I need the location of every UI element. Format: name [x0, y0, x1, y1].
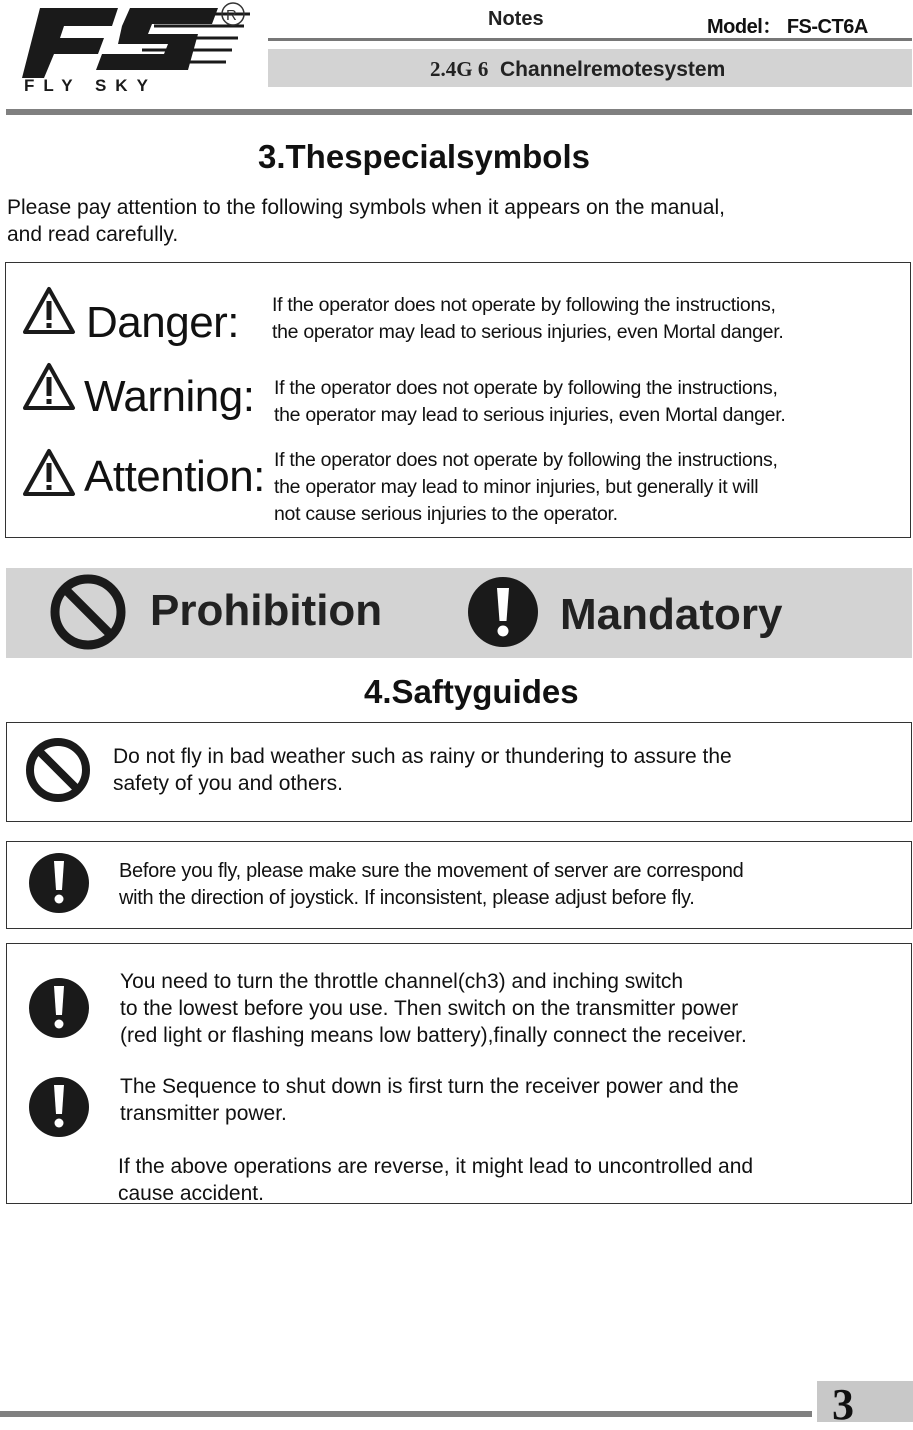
desc-line: the operator may lead to serious injuries, even Mortal danger. [274, 404, 786, 426]
guide-line: safety of you and others. [113, 772, 343, 795]
legend-mandatory: Mandatory [560, 590, 783, 639]
guide-line: (red light or flashing means low battery),finally connect the receiver. [120, 1024, 747, 1047]
warning-triangle-icon [22, 286, 76, 336]
guide-text-poweron [120, 968, 747, 1049]
section-title-safety: 4.Saftyguides [364, 673, 579, 710]
header-rule [268, 38, 912, 41]
prohibition-icon [24, 736, 92, 804]
model-label: Model [707, 16, 763, 38]
prohibition-icon [48, 572, 128, 652]
desc-line: the operator may lead to serious injuries, even Mortal danger. [272, 321, 784, 343]
flysky-logo [18, 2, 250, 94]
section-title-symbols: 3.Thespecialsymbols [258, 138, 590, 175]
model-value: FS-CT6A [786, 16, 868, 38]
symbol-label-attention: Attention: [84, 452, 265, 501]
mandatory-icon [467, 576, 539, 648]
guide-line: The Sequence to shut down is first turn the receiver power and the [120, 1075, 739, 1098]
symbol-label-warning: Warning: [84, 372, 255, 421]
legend-prohibition: Prohibition [150, 586, 383, 635]
desc-line: If the operator does not operate by following the instructions, [274, 377, 778, 399]
mandatory-icon [28, 1076, 90, 1138]
svg-text:FLY SKY: FLY SKY [24, 76, 157, 94]
guide-line: Before you fly, please make sure the movement of server are correspond [119, 860, 744, 882]
guide-text-weather [113, 743, 732, 797]
symbol-desc-warning [274, 375, 785, 429]
guide-line: Do not fly in bad weather such as rainy or thundering to assure the [113, 745, 732, 768]
intro-line: and read carefully. [7, 223, 179, 246]
desc-line: If the operator does not operate by following the instructions, [274, 449, 778, 471]
header-divider [6, 109, 912, 115]
guide-line: If the above operations are reverse, it might lead to uncontrolled and [118, 1155, 754, 1178]
symbol-desc-attention [274, 447, 778, 528]
symbol-desc-danger [272, 292, 783, 346]
system-title [430, 57, 725, 82]
guide-text-servo [119, 858, 744, 912]
model-separator: ： [762, 16, 782, 38]
system-name: Channelremotesystem [500, 58, 726, 81]
warning-triangle-icon [22, 448, 76, 498]
guide-line: with the direction of joystick. If inconsistent, please adjust before fly. [119, 887, 695, 909]
mandatory-icon [28, 977, 90, 1039]
guide-text-reverse-warning [118, 1153, 753, 1207]
notes-label: Notes [488, 8, 544, 30]
guide-line: transmitter power. [120, 1102, 287, 1125]
guide-line: cause accident. [118, 1182, 264, 1205]
desc-line: If the operator does not operate by following the instructions, [272, 294, 776, 316]
mandatory-icon [28, 852, 90, 914]
guide-text-shutdown [120, 1073, 739, 1127]
guide-line: You need to turn the throttle channel(ch3) and inching switch [120, 970, 684, 993]
warning-triangle-icon [22, 362, 76, 412]
guide-line: to the lowest before you use. Then switch on the transmitter power [120, 997, 739, 1020]
svg-text:R: R [226, 7, 237, 24]
desc-line: the operator may lead to minor injuries, but generally it will [274, 476, 759, 498]
system-version: 2.4G 6 [430, 57, 489, 81]
intro-line: Please pay attention to the following symbols when it appears on the manual, [7, 196, 725, 219]
symbols-intro [7, 194, 725, 248]
footer-rule [0, 1411, 812, 1417]
desc-line: not cause serious injuries to the operator. [274, 503, 618, 525]
model-info [707, 10, 868, 39]
page-number: 3 [832, 1380, 854, 1429]
symbol-label-danger: Danger: [86, 298, 240, 347]
